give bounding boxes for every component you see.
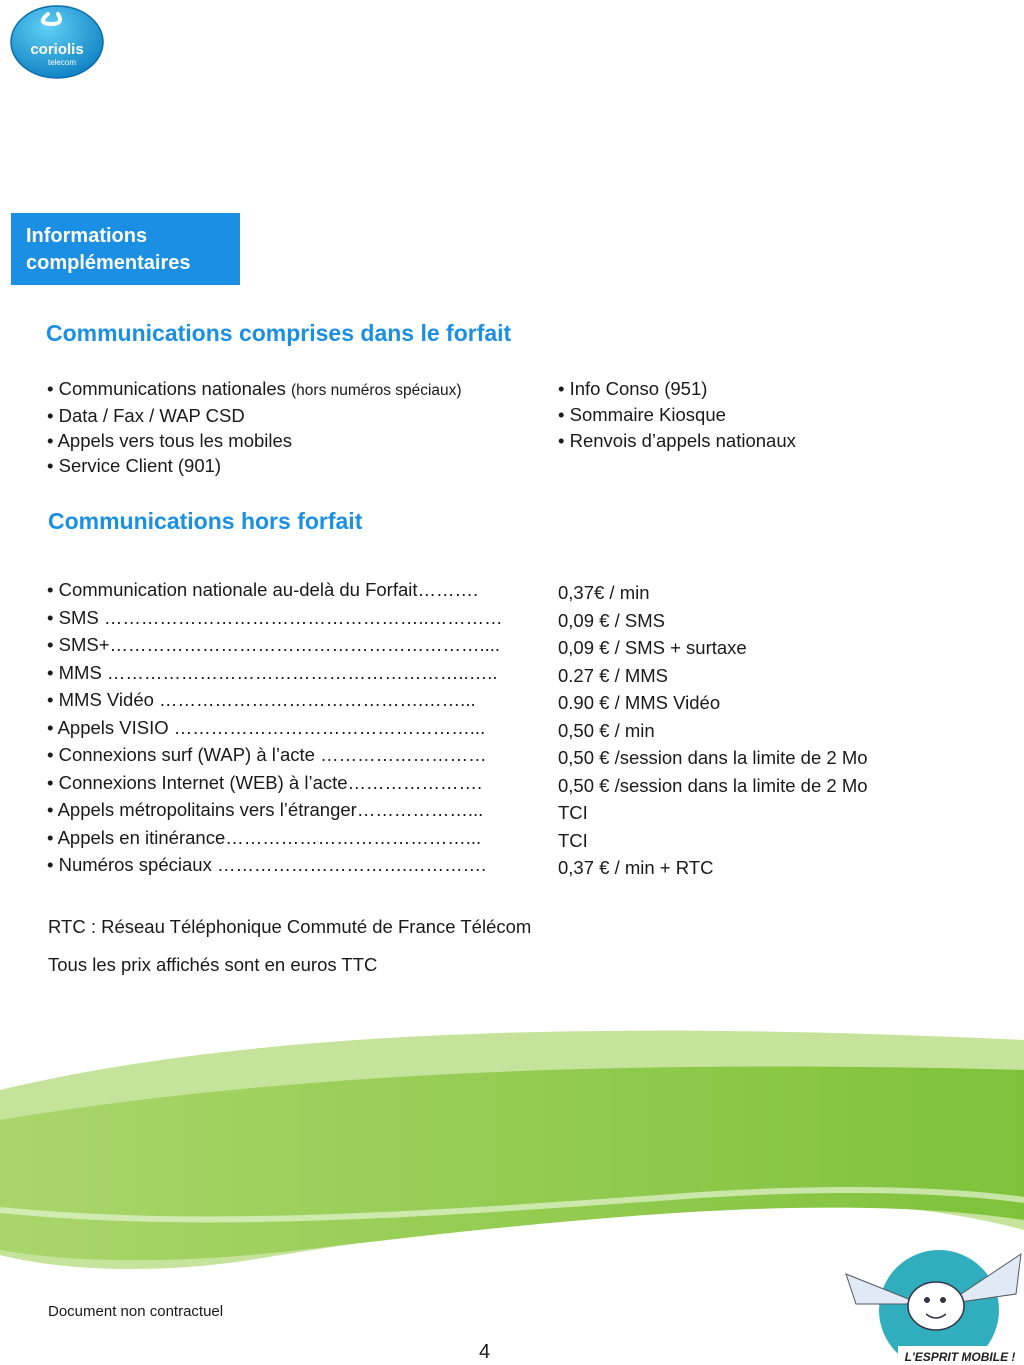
page-number: 4 <box>479 1341 491 1363</box>
included-list-left <box>47 376 462 478</box>
included-item: • Renvois d’appels nationaux <box>558 430 796 451</box>
coriolis-telecom-logo <box>8 2 106 80</box>
logo-wordmark: coriolis <box>30 41 84 58</box>
included-item: • Sommaire Kiosque <box>558 404 726 425</box>
included-item-note: (hors numéros spéciaux) <box>291 382 462 399</box>
extra-row-label: • Connexions Internet (WEB) à l’acte…………………. <box>47 771 483 793</box>
extra-row-label: • MMS Vidéo …………………………………….……... <box>47 689 476 710</box>
included-item: • Service Client (901) <box>47 455 222 476</box>
rtc-note: RTC : Réseau Téléphonique Commuté de France Télécom <box>48 916 532 937</box>
extra-row-label: • Communication nationale au-delà du Forfait………. <box>47 579 479 600</box>
section-tab-line2: complémentaires <box>26 252 191 274</box>
extra-row-price: TCI <box>558 829 588 851</box>
extra-row-label: • SMS+…………………………………………………….... <box>47 634 501 655</box>
extra-heading: Communications hors forfait <box>48 508 363 534</box>
extra-row-label: • Numéros spéciaux ………………………….…………. <box>47 854 487 875</box>
included-item: • Appels vers tous les mobiles <box>47 430 293 451</box>
extra-row-label: • Connexions surf (WAP) à l’acte ……………………… <box>47 744 487 765</box>
disclaimer: Document non contractuel <box>48 1303 224 1320</box>
extra-row-price: 0,50 € /session dans la limite de 2 Mo <box>558 747 868 768</box>
included-item: • Data / Fax / WAP CSD <box>47 405 245 426</box>
extra-row-price: 0,09 € / SMS + surtaxe <box>558 637 747 658</box>
extra-price-column <box>558 579 1018 882</box>
extra-row-price: 0.90 € / MMS Vidéo <box>558 692 721 713</box>
section-tab-line1: Informations <box>26 225 148 247</box>
extra-row-price: 0,37 € / min + RTC <box>558 857 714 878</box>
esprit-mobile-mascot <box>826 1234 1024 1365</box>
extra-row-price: 0,50 € /session dans la limite de 2 Mo <box>558 774 868 796</box>
mascot-slogan: L'ESPRIT MOBILE ! <box>904 1350 1016 1364</box>
extra-label-column <box>47 576 544 879</box>
section-tab <box>11 213 240 285</box>
included-item-text: • Communications nationales <box>47 378 292 399</box>
extra-row-price: TCI <box>558 802 588 823</box>
included-heading: Communications comprises dans le forfait <box>46 320 512 346</box>
included-item: • Info Conso (951) <box>558 378 708 399</box>
included-list-right <box>558 376 796 454</box>
extra-row-price: 0,37€ / min <box>558 582 650 603</box>
extra-row-label: • Appels en itinérance…………………………………... <box>47 826 482 848</box>
extra-row-label: • Appels métropolitains vers l’étranger………………... <box>47 799 484 820</box>
extra-row-price: 0,50 € / min <box>558 719 655 741</box>
included-item <box>47 376 462 403</box>
extra-row-price: 0,09 € / SMS <box>558 609 665 631</box>
extra-row-label: • MMS …………………………………………………..….. <box>47 661 498 683</box>
logo-subline: telecom <box>47 58 77 67</box>
extra-row-label: • Appels VISIO …………………………………………... <box>47 716 486 738</box>
extra-row-price: 0.27 € / MMS <box>558 664 669 686</box>
extra-row-label: • SMS ……………………………………………..………… <box>47 606 503 628</box>
prices-note: Tous les prix affichés sont en euros TTC <box>48 954 378 975</box>
